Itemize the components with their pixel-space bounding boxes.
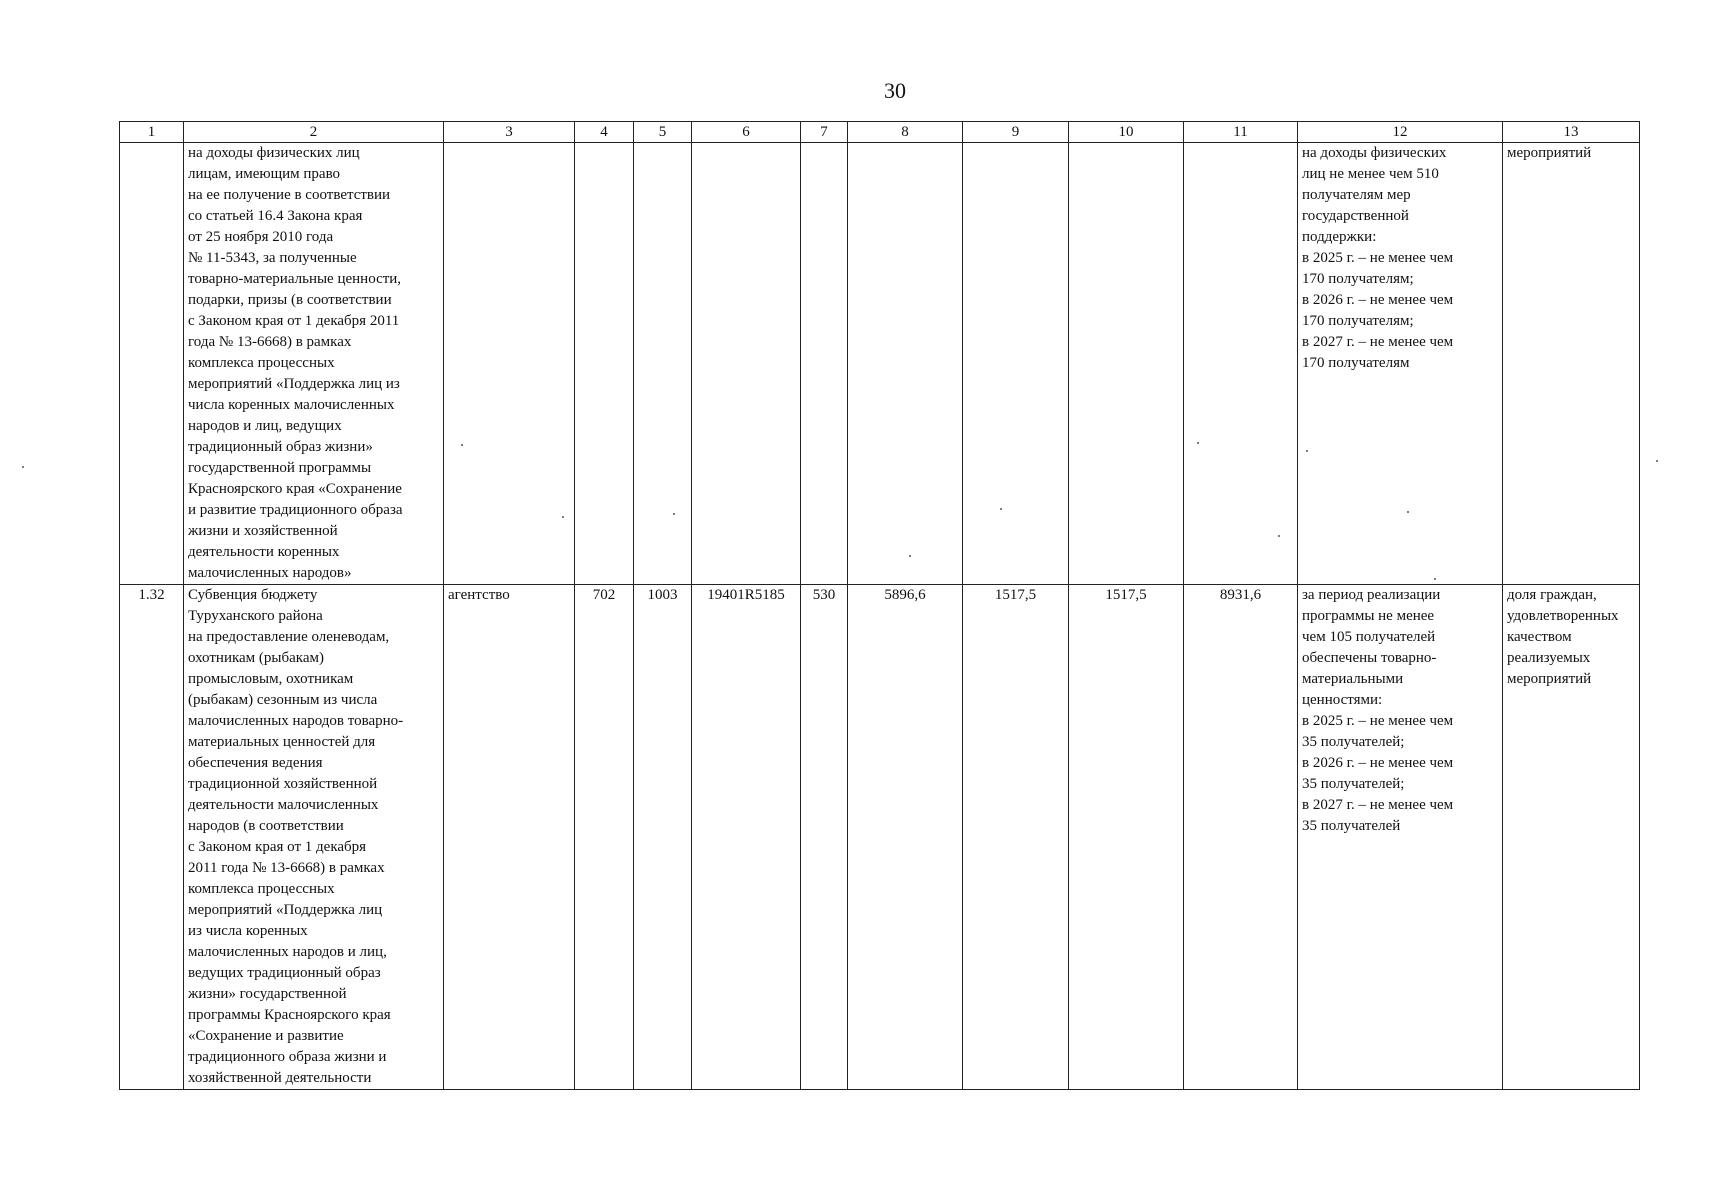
executor-cell: агентство — [444, 585, 575, 1090]
column-number: 4 — [575, 122, 634, 143]
amount-2026-cell: 1517,5 — [963, 585, 1069, 1090]
expense-type-cell: 530 — [801, 585, 848, 1090]
column-number: 13 — [1503, 122, 1640, 143]
amount-cell — [963, 143, 1069, 585]
scan-speck — [1197, 442, 1199, 444]
measure-name-cell: на доходы физических лиц лицам, имеющим право на ее получение в соответствии со статьей 16.4 Закона края от 25 ноября 2010 года № 11-5343, за полученные товарно-материальные ценности, подарки, призы (в соответствии с Законом края от 1 декабря 2011 года № 13-6668) в рамках комплекса процессных мероприятий «Поддержка лиц из числа коренных малочисленных народов и лиц, ведущих традиционный образ жизни» государственной программы Красноярского края «Сохранение и развитие традиционного образа жизни и хозяйственной деятельности коренных малочисленных народов» — [184, 143, 444, 585]
column-number: 11 — [1184, 122, 1298, 143]
scan-speck — [1306, 450, 1308, 452]
scan-speck — [673, 513, 675, 515]
table-row-1-32 — [120, 585, 1640, 1090]
code-cell — [575, 143, 634, 585]
scan-speck — [461, 444, 463, 446]
scan-speck — [562, 516, 564, 518]
scan-speck — [1278, 535, 1280, 537]
page-number: 30 — [884, 78, 906, 103]
amount-cell — [848, 143, 963, 585]
scan-speck — [1434, 578, 1436, 580]
expense-type-cell — [801, 143, 848, 585]
column-number: 9 — [963, 122, 1069, 143]
column-number: 8 — [848, 122, 963, 143]
column-number: 3 — [444, 122, 575, 143]
column-number: 5 — [634, 122, 692, 143]
amount-2025-cell: 5896,6 — [848, 585, 963, 1090]
indicator-cell: доля граждан, удовлетворенных качеством реализуемых мероприятий — [1503, 585, 1640, 1090]
scan-speck — [1000, 508, 1002, 510]
section-cell: 1003 — [634, 585, 692, 1090]
column-number: 2 — [184, 122, 444, 143]
code-cell: 702 — [575, 585, 634, 1090]
scan-speck — [1656, 460, 1658, 462]
measure-name-cell: Субвенция бюджету Туруханского района на предоставление оленеводам, охотникам (рыбакам) промысловым, охотникам (рыбакам) сезонным из числа малочисленных народов товарно- материальных ценностей для обеспечения ведения традиционной хозяйственной деятельности малочисленных народов (в соответствии с Законом края от 1 декабря 2011 года № 13-6668) в рамках комплекса процессных мероприятий «Поддержка лиц из числа коренных малочисленных народов и лиц, ведущих традиционный образ жизни» государственной программы Красноярского края «Сохранение и развитие традиционного образа жизни и хозяйственной деятельности — [184, 585, 444, 1090]
scan-speck — [22, 466, 24, 468]
column-number: 6 — [692, 122, 801, 143]
target-article-cell — [692, 143, 801, 585]
indicator-cell: мероприятий — [1503, 143, 1640, 585]
scan-speck — [909, 555, 911, 557]
column-number: 7 — [801, 122, 848, 143]
amount-2027-cell: 1517,5 — [1069, 585, 1184, 1090]
target-article-cell: 19401R5185 — [692, 585, 801, 1090]
section-cell — [634, 143, 692, 585]
total-cell — [1184, 143, 1298, 585]
budget-table — [119, 121, 1640, 1090]
column-number-row — [120, 122, 1640, 143]
row-number-cell: 1.32 — [120, 585, 184, 1090]
expected-result-cell: на доходы физических лиц не менее чем 510 получателям мер государственной поддержки: в 2025 г. – не менее чем 170 получателям; в 2026 г. – не менее чем 170 получателям; в 2027 г. – не менее чем 170 получателям — [1298, 143, 1503, 585]
scan-speck — [1407, 511, 1409, 513]
column-number: 10 — [1069, 122, 1184, 143]
executor-cell — [444, 143, 575, 585]
amount-cell — [1069, 143, 1184, 585]
total-cell: 8931,6 — [1184, 585, 1298, 1090]
row-number-cell — [120, 143, 184, 585]
column-number: 1 — [120, 122, 184, 143]
column-number: 12 — [1298, 122, 1503, 143]
table-row-continuation — [120, 143, 1640, 585]
expected-result-cell: за период реализации программы не менее чем 105 получателей обеспечены товарно- материальными ценностями: в 2025 г. – не менее чем 35 получателей; в 2026 г. – не менее чем 35 получателей; в 2027 г. – не менее чем 35 получателей — [1298, 585, 1503, 1090]
